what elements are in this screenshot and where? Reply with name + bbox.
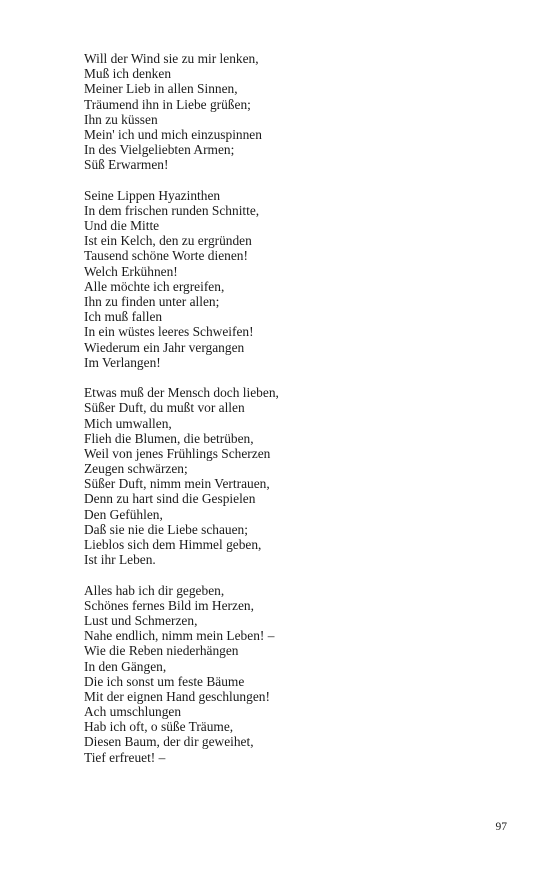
poem-line: Mein' ich und mich einzuspinnen <box>84 126 262 142</box>
poem-line: Diesen Baum, der dir geweihet, <box>84 734 254 750</box>
poem-line: In des Vielgeliebten Armen; <box>84 142 235 158</box>
poem-line: Seine Lippen Hyazinthen <box>84 187 221 203</box>
poem-line: Muß ich denken <box>84 66 172 82</box>
poem-line: In ein wüstes leeres Schweifen! <box>84 324 254 340</box>
poem-line: Hab ich oft, o süße Träume, <box>84 719 234 735</box>
stanza <box>84 385 504 567</box>
poem-line: In dem frischen runden Schnitte, <box>84 202 260 218</box>
poem-line: Im Verlangen! <box>84 354 161 370</box>
poem-line: Will der Wind sie zu mir lenken, <box>84 51 259 66</box>
poem-line: Ach umschlungen <box>84 704 182 720</box>
poem-line: Nahe endlich, nimm mein Leben! – <box>84 628 275 644</box>
stanza <box>84 583 504 765</box>
poem-line: Wie die Reben niederhängen <box>84 643 239 659</box>
poem-line: Die ich sonst um feste Bäume <box>84 673 245 689</box>
poem-line: Alles hab ich dir gegeben, <box>84 582 225 598</box>
stanza <box>84 51 504 173</box>
poem-line: Tausend schöne Worte dienen! <box>84 248 248 264</box>
poem-line: Träumend ihn in Liebe grüßen; <box>84 96 251 112</box>
poem-line: Lust und Schmerzen, <box>84 612 198 628</box>
poem-line: Schönes fernes Bild im Herzen, <box>84 597 254 613</box>
poem-line: Alle möchte ich ergreifen, <box>84 278 225 294</box>
poem-line: Ihn zu küssen <box>84 111 158 127</box>
poem-line: Ich muß fallen <box>84 309 163 325</box>
poem-line: Süß Erwarmen! <box>84 157 169 173</box>
poem-line: Mich umwallen, <box>84 415 172 431</box>
stanza <box>84 188 504 370</box>
poem-line: Meiner Lieb in allen Sinnen, <box>84 81 238 97</box>
poem-line: Welch Erkühnen! <box>84 263 178 279</box>
poem-text <box>84 51 504 780</box>
poem-line: Tief erfreuet! – <box>84 749 166 765</box>
poem-line: Daß sie nie die Liebe schauen; <box>84 521 248 537</box>
poem-line: Etwas muß der Mensch doch lieben, <box>84 385 279 401</box>
poem-line: Süßer Duft, nimm mein Vertrauen, <box>84 476 270 492</box>
poem-line: Und die Mitte <box>84 218 160 234</box>
poem-line: Ihn zu finden unter allen; <box>84 294 220 309</box>
poem-line: Denn zu hart sind die Gespielen <box>84 491 256 507</box>
poem-line: Mit der eignen Hand geschlungen! <box>84 688 270 704</box>
page-number: 97 <box>495 821 507 833</box>
poem-line: Süßer Duft, du mußt vor allen <box>84 400 245 416</box>
poem-line: Ist ihr Leben. <box>84 552 156 568</box>
poem-line: Flieh die Blumen, die betrüben, <box>84 430 254 446</box>
poem-line: Wiederum ein Jahr vergangen <box>84 339 245 355</box>
poem-line: Ist ein Kelch, den zu ergründen <box>84 233 252 249</box>
poem-line: Weil von jenes Frühlings Scherzen <box>84 445 271 461</box>
poem-line: Lieblos sich dem Himmel geben, <box>84 537 262 552</box>
poem-line: In den Gängen, <box>84 658 167 674</box>
poem-line: Zeugen schwärzen; <box>84 461 188 477</box>
poem-line: Den Gefühlen, <box>84 506 163 522</box>
